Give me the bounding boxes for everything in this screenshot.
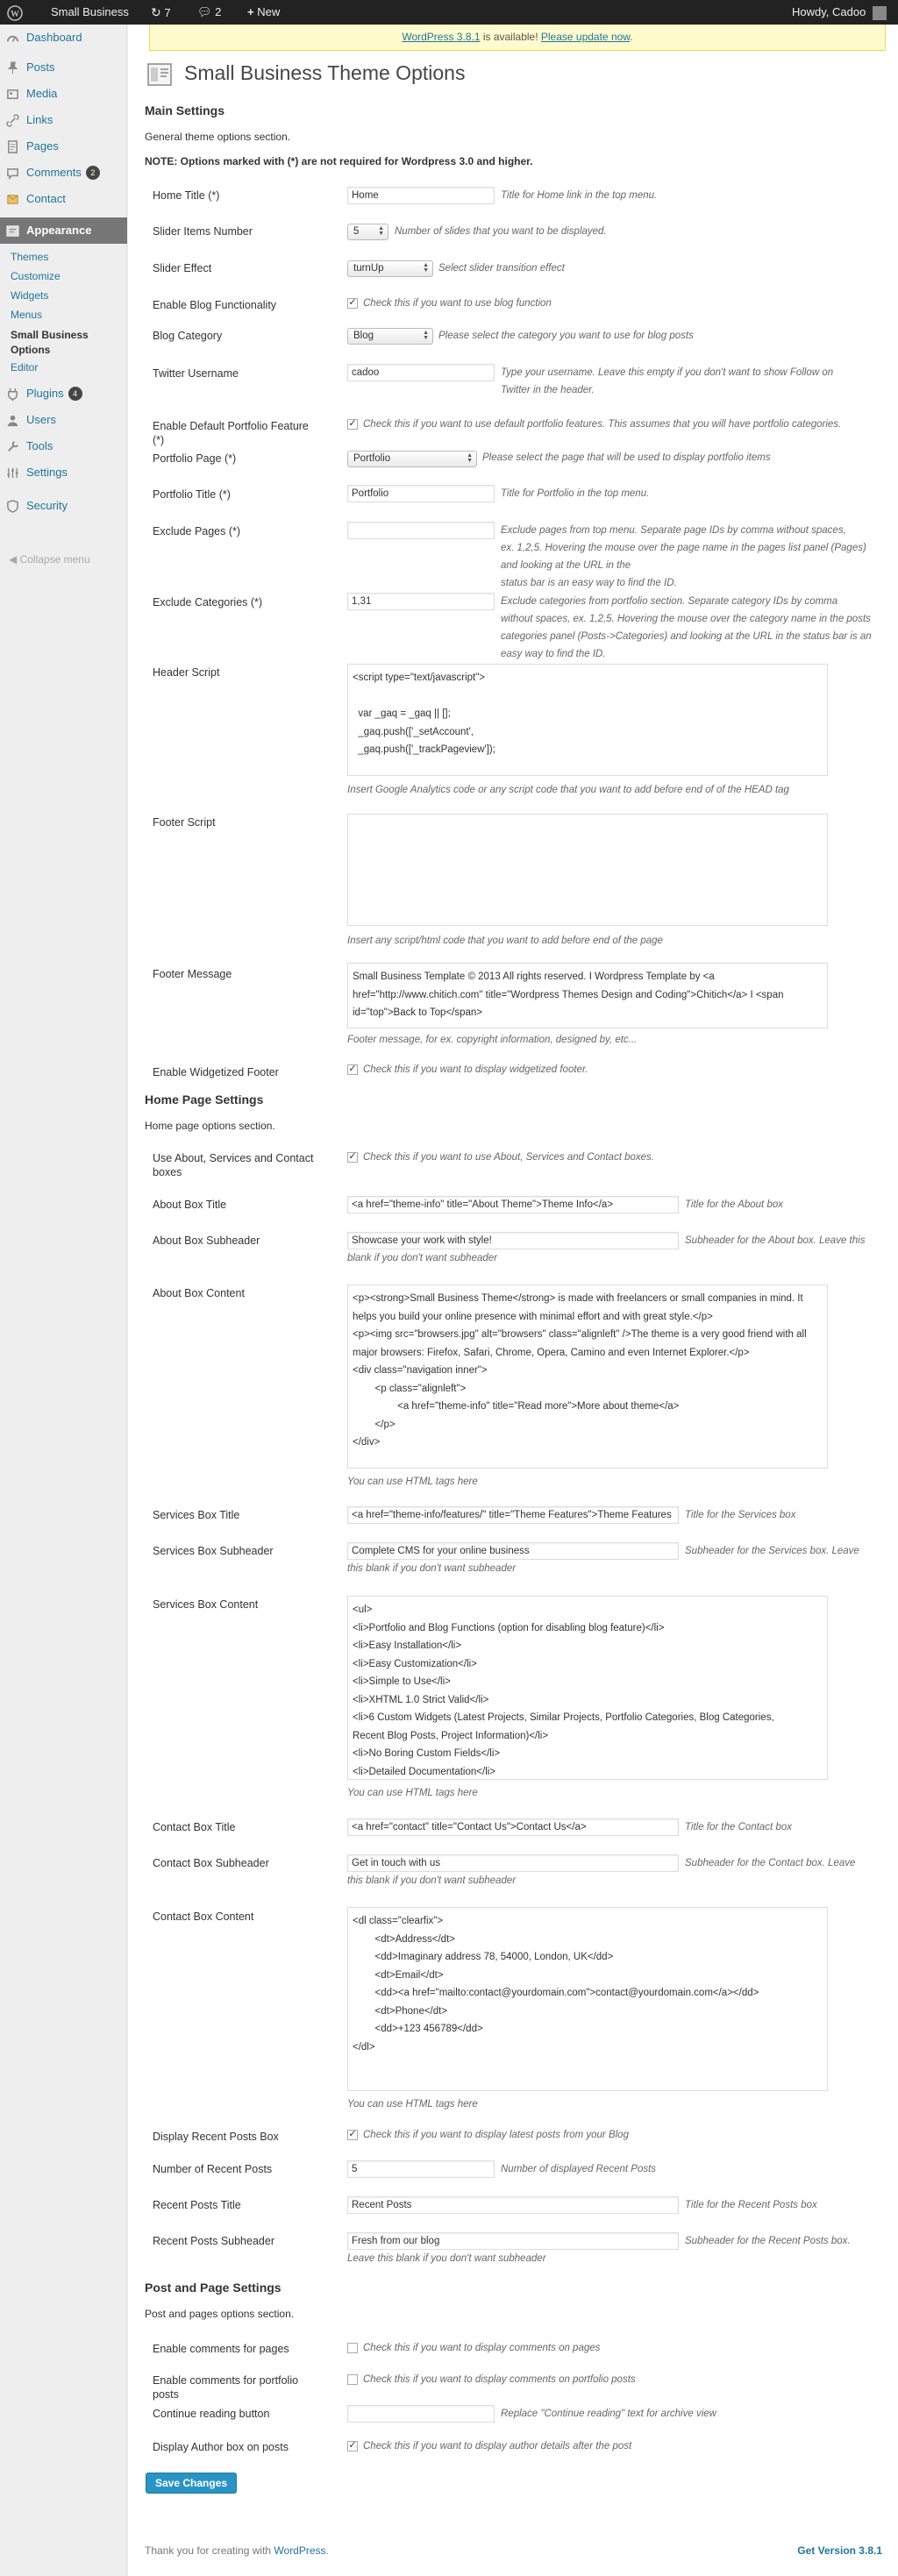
notice-text: is available!: [480, 31, 541, 43]
footer-thanks: Thank you for creating with: [145, 2544, 274, 2557]
sidebar-item-label: Tools: [26, 439, 53, 452]
sidebar-item-label: Pages: [26, 139, 59, 153]
users-icon: [6, 414, 19, 427]
contact-title-hint: Title for the Contact box: [685, 1822, 792, 1832]
comments-pages-checkbox[interactable]: [347, 2343, 358, 2353]
home-title-hint: Title for Home link in the top menu.: [501, 190, 658, 201]
account-link[interactable]: [792, 0, 887, 25]
link-icon: [6, 114, 19, 127]
appearance-icon: [6, 224, 19, 238]
author-box-hint: Check this if you want to display author details after the post: [363, 2441, 632, 2451]
submenu-small-business-options[interactable]: Small Business Options: [11, 329, 89, 356]
about-title-hint: Title for the About box: [685, 1199, 783, 1210]
enable-blog-hint: Check this if you want to use blog function: [363, 298, 552, 309]
section-heading-main: Main Settings: [145, 103, 225, 117]
footer-script-hint: Insert any script/html code that you want to add before end of the page: [347, 936, 663, 946]
home-title-label: Home Title (*): [153, 189, 220, 202]
sidebar-item-links[interactable]: [0, 109, 127, 132]
display-recent-label: Display Recent Posts Box: [153, 2131, 279, 2143]
default-portfolio-label: Enable Default Portfolio Feature (*): [153, 420, 309, 446]
footer-script-textarea[interactable]: [347, 814, 828, 926]
comments-portfolio-label: Enable comments for portfolio posts: [153, 2374, 299, 2401]
continue-reading-input[interactable]: [347, 2405, 495, 2423]
select-arrows-icon: ▲ ▼: [423, 262, 429, 274]
slider-items-hint: Number of slides that you want to be displayed.: [395, 226, 607, 237]
sidebar-item-label: Posts: [26, 60, 55, 74]
admin-footer: [145, 2544, 329, 2557]
wordpress-logo-icon[interactable]: [7, 0, 23, 25]
updates-link[interactable]: [151, 0, 171, 25]
enable-blog-label: Enable Blog Functionality: [153, 299, 277, 311]
services-content-label: Services Box Content: [153, 1598, 259, 1611]
comments-portfolio-hint: Check this if you want to display comments on portfolio posts: [363, 2374, 636, 2385]
submenu-themes[interactable]: Themes: [11, 251, 49, 263]
submenu-customize[interactable]: Customize: [11, 270, 61, 282]
comments-link[interactable]: [197, 0, 221, 25]
header-script-label: Header Script: [153, 666, 220, 679]
continue-reading-label: Continue reading button: [153, 2408, 270, 2420]
tools-icon: [6, 440, 19, 453]
recent-title-label: Recent Posts Title: [153, 2199, 241, 2211]
use-boxes-hint: Check this if you want to use About, Services and Contact boxes.: [363, 1152, 654, 1163]
portfolio-page-select[interactable]: [347, 451, 477, 467]
sidebar-item-label: Dashboard: [26, 31, 82, 44]
recent-subheader-label: Recent Posts Subheader: [153, 2235, 274, 2247]
continue-reading-hint: Replace "Continue reading" text for archive view: [501, 2409, 716, 2419]
about-content-textarea[interactable]: <p><strong>Small Business Theme</strong> is made with freelancers or small companies in mind. It helps you build your online presence with minimal effort and with great style.</p> <p><img src="browsers.jpg" alt="browsers" class="alignleft" />The theme is a very good friend with all major browsers: Firefox, Safari, Chrome, Opera, Camino and even Internet Explorer.</p> <div class="navigation inner"> <p class="alignleft"> <a href="theme-info" title="Read more">More about theme</a> </p> </div>: [347, 1284, 828, 1469]
header-script-textarea[interactable]: <script type="text/javascript"> var _gaq = _gaq || []; _gaq.push(['_setAccount', _gaq.push(['_trackPageview']);: [347, 664, 828, 776]
portfolio-page-label: Portfolio Page (*): [153, 452, 237, 465]
contact-title-label: Contact Box Title: [153, 1821, 236, 1833]
exclude-pages-label: Exclude Pages (*): [153, 525, 241, 537]
sidebar-item-tools[interactable]: [0, 435, 127, 458]
updates-icon: ↻: [151, 5, 161, 19]
recent-title-hint: Title for the Recent Posts box: [685, 2200, 817, 2210]
plugins-count-badge: 4: [68, 387, 82, 401]
contact-content-label: Contact Box Content: [153, 1911, 254, 1923]
slider-effect-hint: Select slider transition effect: [438, 263, 565, 274]
updates-count: 7: [164, 6, 171, 19]
contact-content-hint: You can use HTML tags here: [347, 2099, 478, 2110]
avatar: [873, 6, 887, 20]
select-arrows-icon: ▲ ▼: [467, 452, 473, 464]
sidebar-item-security[interactable]: [0, 495, 127, 517]
services-subheader-input[interactable]: Complete CMS for your online business: [347, 1542, 679, 1560]
comments-pages-label: Enable comments for pages: [153, 2343, 289, 2355]
section-description-post: Post and pages options section.: [145, 2308, 295, 2320]
get-version-link[interactable]: Get Version 3.8.1: [797, 2544, 882, 2557]
comments-portfolio-checkbox[interactable]: [347, 2374, 358, 2385]
select-arrows-icon: ▲ ▼: [378, 225, 384, 237]
footer-message-textarea[interactable]: Small Business Template © 2013 All rights reserved. I Wordpress Template by <a href="http://www.chitich.com" title="Wordpress Themes Design and Coding">Chitich</a> I <span id="top">Back to Top</span>: [347, 963, 828, 1028]
about-title-input[interactable]: <a href="theme-info" title="About Theme">Theme Info</a>: [347, 1196, 679, 1213]
sidebar-item-label: Users: [26, 413, 56, 426]
widgetized-footer-checkbox[interactable]: ✓: [348, 1064, 357, 1074]
about-subheader-label: About Box Subheader: [153, 1235, 260, 1247]
slider-items-value: 5: [353, 226, 360, 237]
slider-effect-select[interactable]: [347, 260, 433, 277]
submenu-menus[interactable]: Menus: [11, 309, 43, 321]
sidebar-item-label: Appearance: [26, 224, 92, 237]
sidebar-item-posts[interactable]: [0, 56, 127, 79]
services-title-label: Services Box Title: [153, 1509, 240, 1521]
new-label: New: [257, 5, 281, 18]
recent-number-label: Number of Recent Posts: [153, 2163, 273, 2175]
sidebar-item-settings[interactable]: [0, 461, 127, 484]
services-content-hint: You can use HTML tags here: [347, 1788, 478, 1798]
exclude-pages-input[interactable]: [347, 522, 495, 539]
services-subheader-label: Services Box Subheader: [153, 1545, 274, 1557]
sidebar-item-label: Media: [26, 87, 58, 100]
collapse-arrow-icon: ◀: [9, 553, 18, 566]
shield-icon: [6, 500, 19, 513]
exclude-pages-hint: Exclude pages from top menu. Separate page IDs by comma without spaces, ex. 1,2,5. Hovering the mouse over the page name in the pages list panel (Pages) and looking at the URL in the status bar is an easy way to find the ID.: [501, 525, 866, 588]
slider-items-select[interactable]: [347, 224, 388, 240]
blog-category-hint: Please select the category you want to use for blog posts: [438, 331, 694, 341]
notice-period: .: [630, 31, 633, 43]
widgetized-footer-hint: Check this if you want to display widgetized footer.: [363, 1064, 588, 1075]
about-title-label: About Box Title: [153, 1199, 227, 1211]
footer-message-hint: Footer message, for ex. copyright information, designed by, etc...: [347, 1035, 638, 1045]
exclude-categories-hint: Exclude categories from portfolio section. Separate category IDs by comma without spaces, ex. 1,2,5. Hovering the mouse over the category name in the posts categories panel (Posts->Categories) and looking at the URL in the status bar is an easy way to find the ID.: [501, 596, 872, 659]
services-subheader-hint: Subheader for the Services box. Leave this blank if you don't want subheader: [347, 1546, 859, 1574]
contact-subheader-hint: Subheader for the Contact box. Leave this blank if you don't want subheader: [347, 1858, 856, 1886]
portfolio-title-hint: Title for Portfolio in the top menu.: [501, 488, 650, 499]
blog-category-value: Blog: [353, 331, 374, 341]
sidebar-item-label: Comments: [26, 166, 82, 179]
exclude-categories-input[interactable]: 1,31: [347, 593, 495, 610]
use-boxes-label: Use About, Services and Contact boxes: [153, 1152, 314, 1178]
sidebar-item-pages[interactable]: [0, 135, 127, 158]
services-title-hint: Title for the Services box: [685, 1510, 796, 1520]
author-box-label: Display Author box on posts: [153, 2441, 289, 2453]
sidebar-item-comments[interactable]: [0, 161, 127, 184]
display-recent-checkbox[interactable]: ✓: [348, 2129, 357, 2139]
plus-icon: +: [247, 5, 254, 18]
portfolio-page-value: Portfolio: [353, 453, 391, 464]
default-portfolio-hint: Check this if you want to use default portfolio features. This assumes that you will have portfolio categories.: [363, 419, 842, 430]
services-title-input[interactable]: <a href="theme-info/features/" title="Theme Features">Theme Features: [347, 1506, 679, 1524]
portfolio-page-hint: Please select the page that will be used to display portfolio items: [482, 452, 771, 463]
select-arrows-icon: ▲ ▼: [423, 330, 429, 341]
sidebar-item-label: Security: [26, 499, 68, 512]
admin-bar: [0, 0, 898, 25]
update-now-link[interactable]: Please update now: [540, 31, 631, 43]
sidebar-item-media[interactable]: [0, 82, 127, 105]
admin-sidebar: [0, 25, 127, 2576]
portfolio-title-label: Portfolio Title (*): [153, 488, 231, 501]
sidebar-item-dashboard[interactable]: [0, 26, 127, 49]
pages-icon: [6, 140, 19, 153]
sidebar-item-users[interactable]: [0, 409, 127, 431]
exclude-categories-label: Exclude Categories (*): [153, 596, 263, 608]
about-subheader-input[interactable]: Showcase your work with style!: [347, 1232, 679, 1249]
collapse-menu-button[interactable]: [9, 553, 90, 566]
header-script-hint: Insert Google Analytics code or any script code that you want to add before end of of the HEAD tag: [347, 785, 789, 795]
plugin-icon: [6, 388, 19, 401]
update-notice: [149, 25, 886, 51]
slider-effect-label: Slider Effect: [153, 262, 212, 274]
media-icon: [6, 88, 19, 101]
footer-period: .: [325, 2544, 329, 2557]
slider-effect-value: turnUp: [353, 263, 384, 274]
contact-title-input[interactable]: <a href="contact" title="Contact Us">Contact Us</a>: [347, 1818, 679, 1836]
contact-icon: [6, 193, 19, 206]
contact-subheader-input[interactable]: Get in touch with us: [347, 1854, 679, 1872]
settings-icon: [6, 466, 19, 480]
submenu-widgets[interactable]: Widgets: [11, 289, 49, 302]
about-content-hint: You can use HTML tags here: [347, 1477, 478, 1487]
sidebar-item-plugins[interactable]: [0, 382, 127, 405]
portfolio-title-input[interactable]: Portfolio: [347, 485, 495, 502]
save-changes-button[interactable]: Save Changes: [146, 2473, 237, 2494]
comments-icon: [6, 167, 19, 180]
widgetized-footer-label: Enable Widgetized Footer: [153, 1066, 279, 1078]
section-heading-home: Home Page Settings: [145, 1092, 264, 1107]
required-note: NOTE: Options marked with (*) are not required for Wordpress 3.0 and higher.: [145, 155, 533, 167]
blog-category-select[interactable]: [347, 328, 433, 345]
recent-number-input[interactable]: 5: [347, 2160, 495, 2178]
default-portfolio-checkbox[interactable]: ✓: [348, 418, 357, 429]
submenu-editor[interactable]: Editor: [11, 361, 39, 374]
wordpress-link[interactable]: WordPress: [274, 2544, 326, 2557]
section-description-main: General theme options section.: [145, 131, 291, 143]
comments-count: 2: [215, 5, 222, 18]
display-recent-hint: Check this if you want to display latest posts from your Blog: [363, 2130, 629, 2140]
about-content-label: About Box Content: [153, 1287, 245, 1299]
site-name-link[interactable]: Small Business: [51, 5, 129, 18]
svg-text:W: W: [11, 9, 19, 19]
recent-subheader-hint: Subheader for the Recent Posts box. Leave this blank if you don't want subheader: [347, 2236, 851, 2264]
home-title-input[interactable]: Home: [347, 187, 495, 204]
comment-bubble-icon: 💬︎: [197, 5, 212, 18]
blog-category-label: Blog Category: [153, 330, 223, 342]
section-description-home: Home page options section.: [145, 1120, 275, 1132]
sidebar-item-label: Contact: [26, 192, 66, 205]
sidebar-item-label: Links: [26, 113, 53, 126]
sidebar-item-appearance[interactable]: [0, 217, 127, 244]
page-title: Small Business Theme Options: [184, 61, 466, 84]
twitter-hint: Type your username. Leave this empty if you don't want to show Follow on Twitter in the header.: [501, 367, 834, 395]
new-content-link[interactable]: [247, 0, 280, 25]
comments-count-badge: 2: [86, 166, 100, 180]
enable-blog-checkbox[interactable]: ✓: [348, 297, 357, 308]
twitter-input[interactable]: cadoo: [347, 364, 495, 381]
page-options-icon: [146, 61, 173, 88]
contact-subheader-label: Contact Box Subheader: [153, 1857, 269, 1869]
dashboard-icon: [6, 32, 19, 45]
slider-items-label: Slider Items Number: [153, 225, 253, 238]
sidebar-item-contact[interactable]: [0, 188, 127, 210]
about-subheader-hint: Subheader for the About box. Leave this blank if you don't want subheader: [347, 1235, 866, 1263]
use-boxes-checkbox[interactable]: ✓: [348, 1151, 357, 1162]
contact-content-textarea[interactable]: <dl class="clearfix"> <dt>Address</dt> <dd>Imaginary address 78, 54000, London, UK</dd> <dt>Email</dt> <dd><a href="mailto:contact@yourdomain.com">contact@yourdomain.com</a></dd> <dt>Phone</dt> <dd>+123 456789</dd> </dl>: [347, 1907, 828, 2091]
recent-number-hint: Number of displayed Recent Posts: [501, 2164, 657, 2174]
footer-script-label: Footer Script: [153, 816, 216, 829]
section-heading-post: Post and Page Settings: [145, 2281, 282, 2295]
services-content-textarea[interactable]: <ul> <li>Portfolio and Blog Functions (option for disabling blog feature)</li> <li>Easy Installation</li> <li>Easy Customization</li> <li>Simple to Use</li> <li>XHTML 1.0 Strict Valid</li> <li>6 Custom Widgets (Latest Projects, Similar Projects, Portfolio Categories, Blog Categories, Recent Blog Posts, Project Information)</li> <li>No Boring Custom Fields</li> <li>Detailed Documentation</li>: [347, 1596, 828, 1780]
version-link[interactable]: WordPress 3.8.1: [402, 31, 481, 43]
sidebar-item-label: Plugins: [26, 387, 64, 400]
comments-pages-hint: Check this if you want to display comments on pages: [363, 2343, 601, 2353]
collapse-label: Collapse menu: [19, 553, 90, 566]
author-box-checkbox[interactable]: ✓: [348, 2440, 357, 2451]
howdy-text: Howdy, Cadoo: [792, 5, 866, 18]
recent-title-input[interactable]: Recent Posts: [347, 2196, 679, 2214]
footer-message-label: Footer Message: [153, 968, 232, 980]
recent-subheader-input[interactable]: Fresh from our blog: [347, 2232, 679, 2250]
sidebar-item-label: Settings: [26, 466, 68, 479]
pushpin-icon: [6, 61, 19, 75]
twitter-label: Twitter Username: [153, 367, 239, 380]
